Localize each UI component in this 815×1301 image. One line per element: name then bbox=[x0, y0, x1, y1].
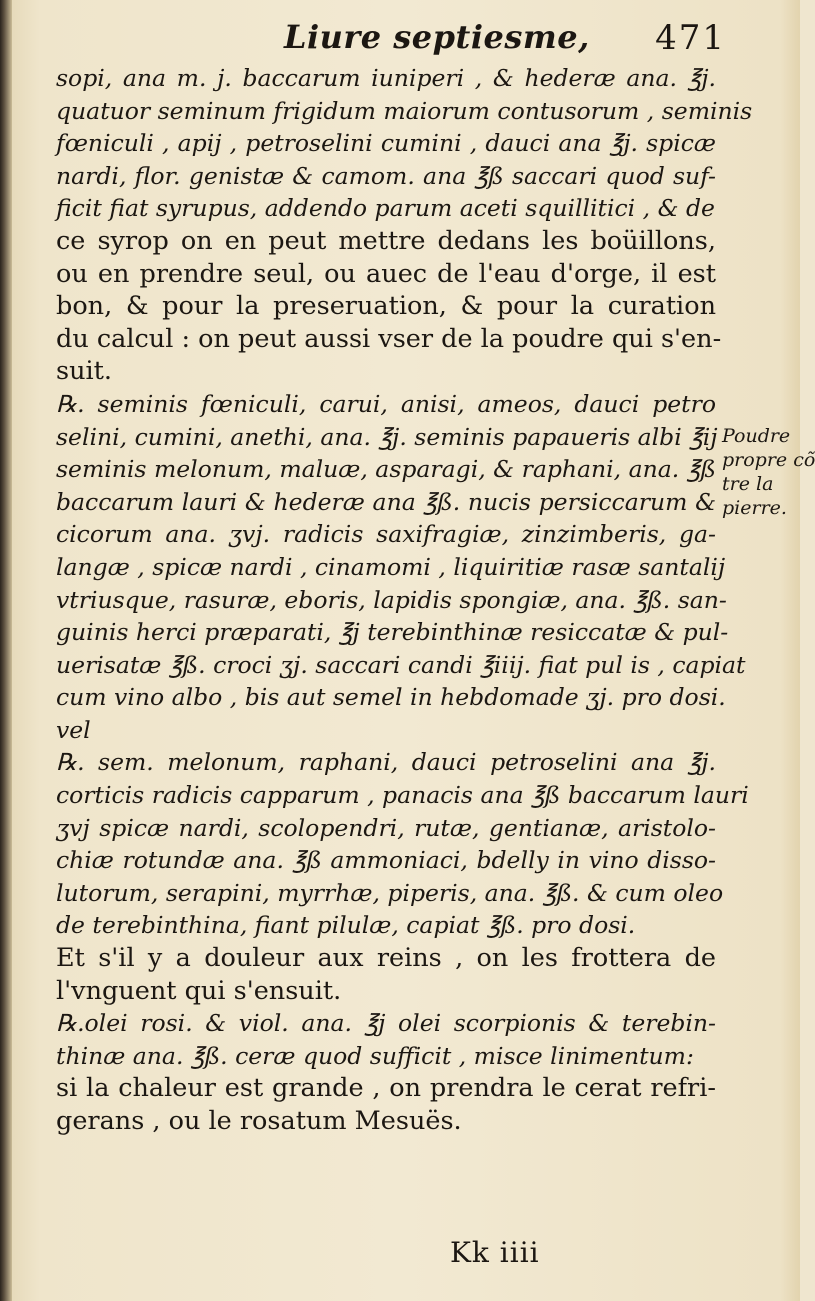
text-line: vel bbox=[56, 715, 91, 744]
text-line: seminis melonum, maluæ, asparagi, & raphani, ana. ℥ß bbox=[56, 455, 716, 484]
text-line: Et s'il y a douleur aux reins , on les frottera de bbox=[56, 943, 716, 974]
text-line: baccarum lauri & hederæ ana ℥ß. nucis persiccarum & bbox=[56, 487, 716, 516]
text-line: lutorum, serapini, myrrhæ, piperis, ana. ℥ß. & cum oleo bbox=[56, 878, 724, 907]
text-line: quatuor seminum frigidum maiorum contusorum , seminis bbox=[56, 96, 753, 125]
text-line: thinæ ana. ℥ß. ceræ quod sufficit , misce linimentum: bbox=[56, 1041, 694, 1070]
text-line: selini, cumini, anethi, ana. ℥j. seminis papaueris albi ℥ij bbox=[56, 422, 718, 451]
text-line: cicorum ana. ʒvj. radicis saxifragiæ, zinzimberis, ga- bbox=[56, 520, 716, 549]
book-spine-shadow bbox=[0, 0, 12, 1301]
margin-note-line: tre la bbox=[722, 473, 774, 495]
margin-note-line: Poudre bbox=[722, 425, 791, 447]
page-number: 471 bbox=[655, 18, 726, 58]
text-line: fœniculi , apij , petroselini cumini , dauci ana ℥j. spicæ bbox=[56, 129, 716, 158]
text-line: bon, & pour la preseruation, & pour la curation bbox=[56, 291, 716, 322]
text-line: corticis radicis capparum , panacis ana ℥ß baccarum lauri bbox=[56, 781, 749, 810]
text-line: l'vnguent qui s'ensuit. bbox=[56, 975, 342, 1006]
text-line: gerans , ou le rosatum Mesuës. bbox=[56, 1106, 462, 1136]
text-line: ʒvj spicæ nardi, scolopendri, rutæ, gentianæ, aristolo- bbox=[56, 813, 716, 842]
page-header bbox=[60, 14, 726, 64]
text-line: de terebinthina, fiant pilulæ, capiat ℥ß. pro dosi. bbox=[56, 911, 636, 940]
text-line: ou en prendre seul, ou auec de l'eau d'orge, il est bbox=[56, 258, 716, 289]
text-line: cum vino albo , bis aut semel in hebdomade ʒj. pro dosi. bbox=[56, 683, 726, 712]
text-line: sopi, ana m. j. baccarum iuniperi , & hederæ ana. ℥j. bbox=[56, 64, 716, 92]
text-line: ℞. seminis fœniculi, carui, anisi, ameos, dauci petro bbox=[56, 389, 716, 418]
text-line: uerisatæ ℥ß. croci ʒj. saccari candi ℥iiij. fiat pul is , capiat bbox=[56, 650, 746, 679]
text-line: du calcul : on peut aussi vser de la poudre qui s'en- bbox=[56, 323, 722, 354]
text-line: chiæ rotundæ ana. ℥ß ammoniaci, bdelly in vino disso- bbox=[56, 846, 716, 875]
running-title: Liure septiesme, bbox=[284, 18, 590, 56]
text-line: ℞. sem. melonum, raphani, dauci petroselini ana ℥j. bbox=[56, 748, 716, 777]
text-line: ce syrop on en peut mettre dedans les boüillons, bbox=[56, 225, 716, 256]
text-line: vtriusque, rasuræ, eboris, lapidis spongiæ, ana. ℥ß. san- bbox=[56, 585, 727, 614]
margin-note bbox=[722, 424, 815, 520]
text-line: langæ , spicæ nardi , cinamomi , liquiritiæ rasæ santalij bbox=[56, 552, 726, 581]
text-line: guinis herci præparati, ℥j terebinthinæ resiccatæ & pul- bbox=[56, 618, 729, 647]
signature-mark: Kk iiii bbox=[450, 1236, 540, 1269]
text-line: ficit fiat syrupus, addendo parum aceti squillitici , & de bbox=[56, 194, 715, 223]
margin-note-line: pierre. bbox=[722, 497, 787, 519]
margin-note-line: propre cõ bbox=[722, 449, 815, 471]
text-line: suit. bbox=[56, 356, 113, 387]
text-line: ℞.olei rosi. & viol. ana. ℥j olei scorpionis & terebin- bbox=[56, 1009, 716, 1038]
text-line: nardi, flor. genistæ & camom. ana ℥ß saccari quod suf- bbox=[56, 161, 716, 190]
text-line: si la chaleur est grande , on prendra le cerat refri- bbox=[56, 1073, 716, 1104]
